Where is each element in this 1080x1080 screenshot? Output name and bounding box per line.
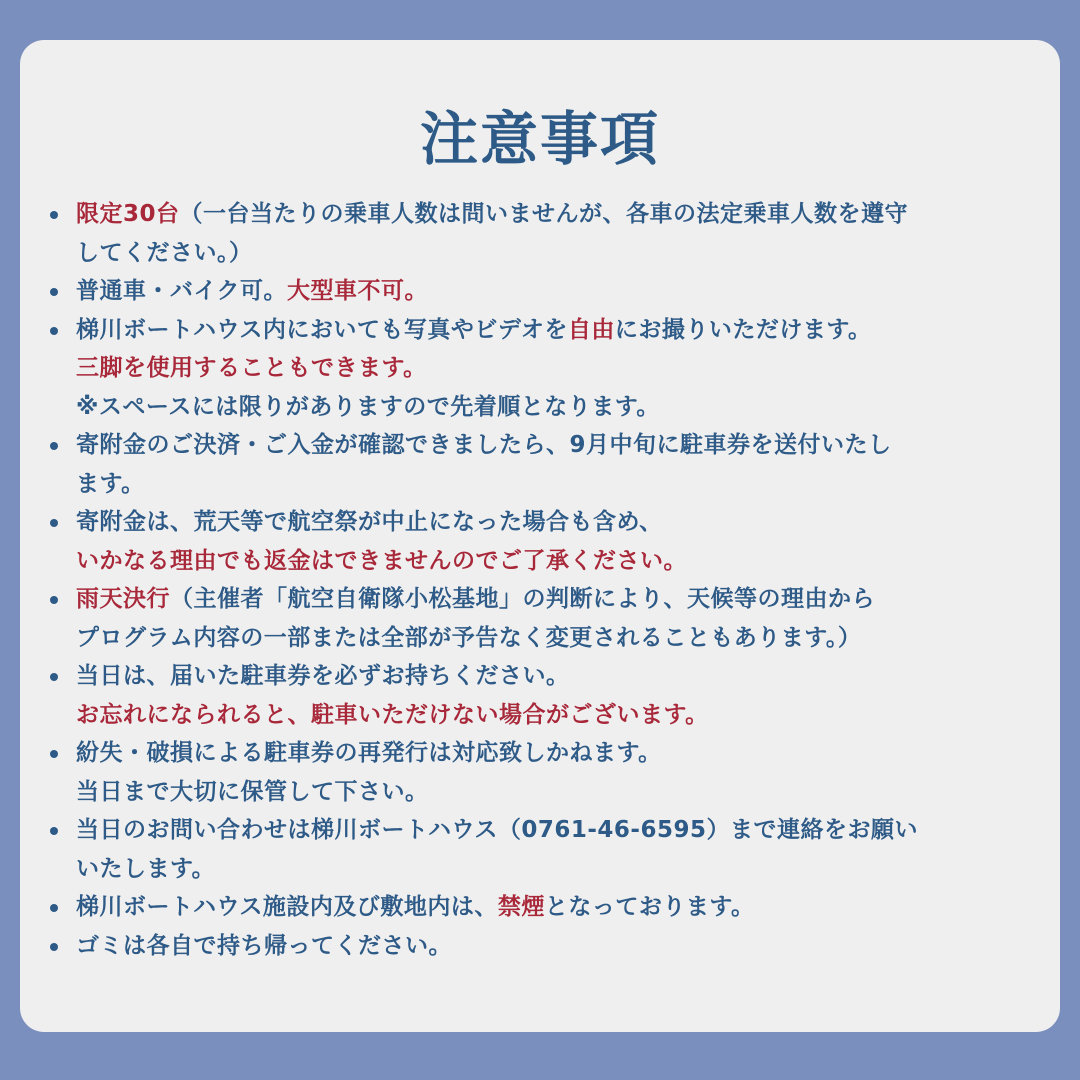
note-text: （主催者「航空自衛隊小松基地」の判断により、天候等の理由から [170,586,875,612]
note-item [76,657,1046,734]
note-line [76,234,1046,273]
note-text: 当日は、届いた駐車券を必ずお持ちください。 [76,663,570,689]
note-item [76,195,1046,272]
highlighted-text: いかなる理由でも返金はできませんのでご了承ください。 [76,547,687,574]
highlighted-text: 限定30台 [76,201,180,227]
note-line [76,580,1046,619]
note-line [76,426,1046,465]
note-item [76,580,1046,657]
note-line [76,619,1046,658]
note-line [76,349,1046,388]
note-item [76,811,1046,888]
notice-card [20,40,1060,1032]
note-item [76,888,1046,927]
note-item [76,927,1046,966]
note-text: プログラム内容の一部または全部が予告なく変更されることもあります。） [76,624,862,651]
note-text: 寄附金のご決済・ご入金が確認できましたら、9月中旬に駐車券を送付いたし [76,432,892,458]
note-text: となっております。 [544,894,755,920]
note-line [76,311,1046,350]
page-title: 注意事項 [419,105,660,173]
highlighted-text: 大型車不可。 [287,278,429,304]
note-line [76,811,1046,850]
note-text: （一台当たりの乗車人数は問いませんが、各車の法定乗車人数を遵守 [179,201,909,227]
note-item [76,426,1046,503]
note-line [76,888,1046,927]
note-text: ます。 [76,470,145,497]
note-line [76,195,1046,234]
note-text: 寄附金は、荒天等で航空祭が中止になった場合も含め、 [76,509,663,535]
note-line [76,734,1046,773]
note-text: 梯川ボートハウス内においても写真やビデオを [76,316,568,343]
note-line [76,657,1046,696]
note-item [76,272,1046,311]
highlighted-text: 自由 [567,316,615,343]
highlighted-text: お忘れになられると、駐車いただけない場合がございます。 [76,701,709,728]
notes-list [20,195,1046,965]
note-text: してください。） [76,239,253,266]
note-text: 当日のお問い合わせは梯川ボートハウス（0761-46-6595）まで連絡をお願い [76,817,918,843]
note-text: 普通車・バイク可。 [76,278,288,304]
note-line [76,850,1046,889]
note-text: 紛失・破損による駐車券の再発行は対応致しかねます。 [76,740,662,766]
note-line [76,927,1046,966]
note-text: 当日まで大切に保管して下さい。 [76,778,429,805]
highlighted-text: 雨天決行 [76,586,170,612]
note-line [76,503,1046,542]
note-text: にお撮りいただけます。 [614,316,872,343]
note-item [76,734,1046,811]
note-text: いたします。 [76,855,216,882]
note-text: ゴミは各自で持ち帰ってください。 [76,932,452,959]
note-line [76,465,1046,504]
highlighted-text: 禁煙 [497,894,545,920]
note-line [76,696,1046,735]
note-text: 梯川ボートハウス施設内及び敷地内は、 [76,894,498,920]
note-item [76,503,1046,580]
note-line [76,388,1046,427]
highlighted-text: 三脚を使用することもできます。 [76,355,427,381]
note-line [76,542,1046,581]
note-text: ※スペースには限りがありますので先着順となります。 [76,393,660,420]
note-item [76,311,1046,427]
note-line [76,773,1046,812]
note-line [76,272,1046,311]
